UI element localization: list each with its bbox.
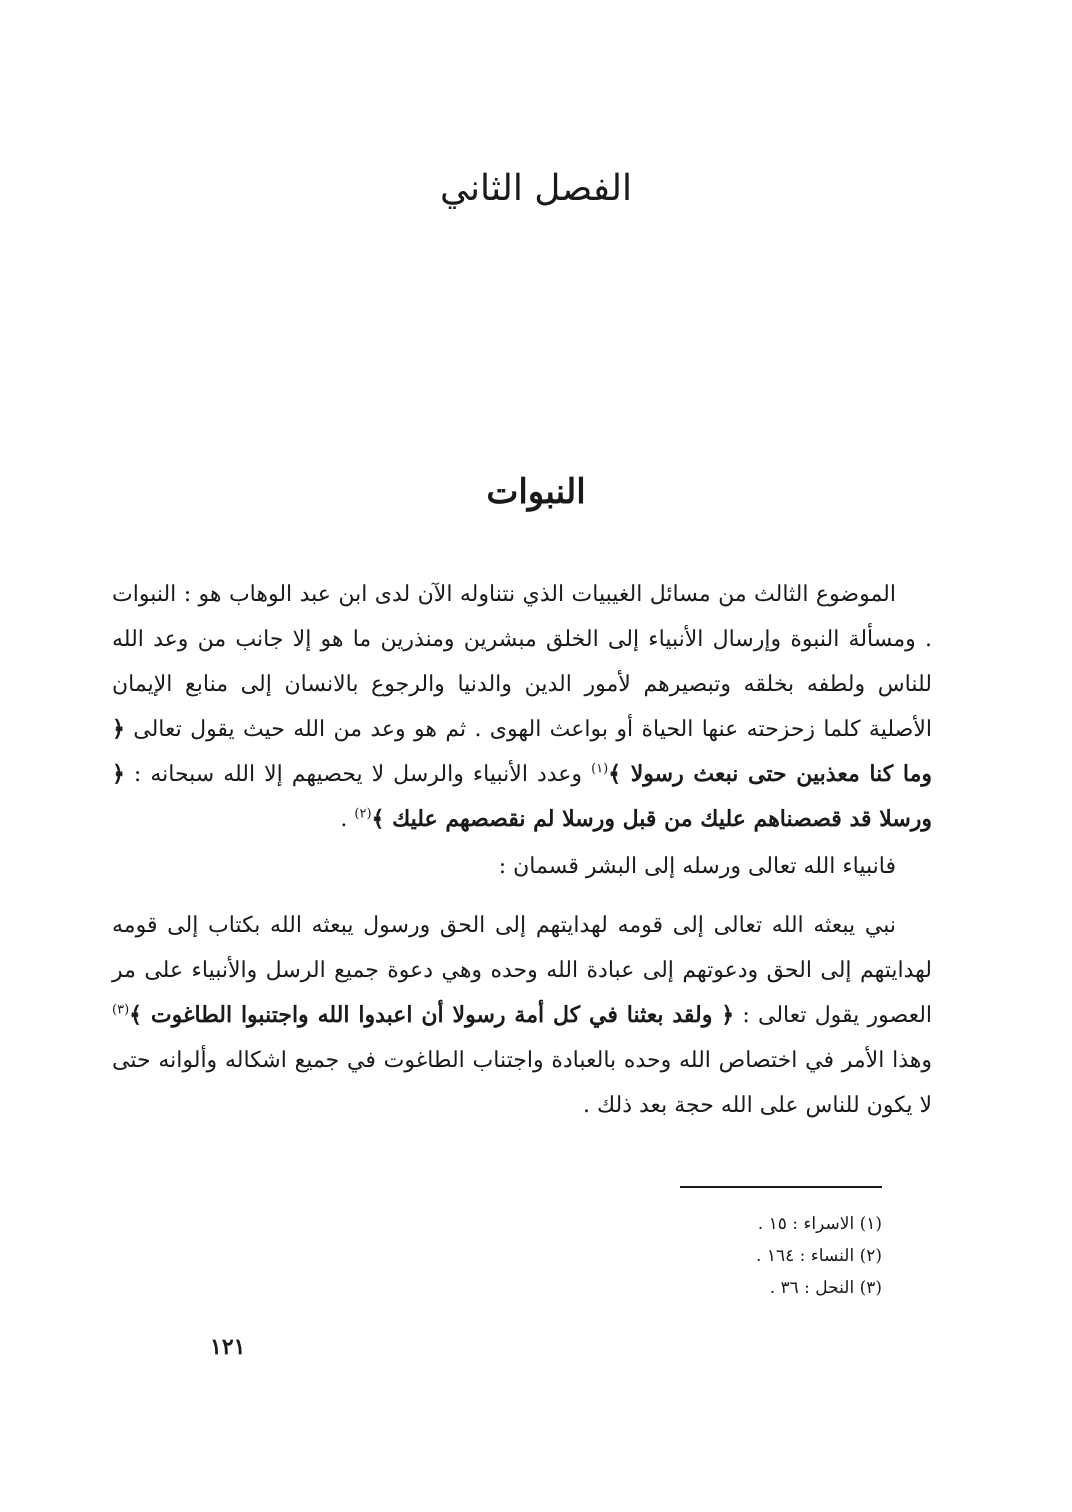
paragraph-3-text-2: وهذا الأمر في اختصاص الله وحده بالعبادة واجتناب الطاغوت في جميع اشكاله وألوانه حتى لا يكون للناس على الله حجة بعد ذلك .	[112, 1048, 932, 1118]
paragraph-1-text-2: وعدد الأنبياء والرسل لا يحصيهم إلا الله سبحانه :	[133, 762, 583, 787]
paragraph-3	[112, 903, 932, 1128]
section-title: النبوات	[486, 472, 586, 512]
paragraph-2: فانبياء الله تعالى ورسله إلى البشر قسمان :	[498, 854, 896, 879]
chapter-title: الفصل الثاني	[440, 168, 632, 209]
footnotes-list	[582, 1208, 882, 1304]
footnote-3: (٣) النحل : ٣٦ .	[769, 1278, 882, 1298]
quran-quote-3: ﴿ ولقد بعثنا في كل أمة رسولا أن اعبدوا الله واجتنبوا الطاغوت ﴾	[129, 1002, 735, 1028]
footnote-2: (٢) النساء : ١٦٤ .	[756, 1246, 882, 1266]
footnote-ref-2: (٢)	[354, 806, 372, 822]
footnote-1: (١) الاسراء : ١٥ .	[757, 1214, 882, 1234]
page-number: ١٢١	[210, 1334, 246, 1360]
paragraph-1-text-3: .	[340, 807, 348, 832]
footnote-divider	[680, 1186, 882, 1188]
paragraph-3-text-1: نبي يبعثه الله تعالى إلى قومه لهدايتهم إلى الحق ورسول يبعثه الله بكتاب إلى قومه لهدايتهم إلى الحق ودعوتهم إلى عبادة الله وحده وهي دعوة جميع الرسل والأنبياء على مر العصور يقول تعالى :	[112, 913, 933, 1028]
quran-quote-2: ﴿ ورسلا قد قصصناهم عليك من قبل ورسلا لم نقصصهم عليك ﴾	[112, 761, 932, 832]
footnote-ref-3: (٣)	[112, 1002, 130, 1018]
footnote-ref-1: (١)	[591, 761, 609, 777]
body-text	[112, 572, 932, 1128]
paragraph-1-text-1: الموضوع الثالث من مسائل الغيبيات الذي نتناوله الآن لدى ابن عبد الوهاب هو : النبوات . ومسألة النبوة وإرسال الأنبياء إلى الخلق مبشرين ومنذرين ما هو إلا جانب من وعد الله للناس ولطفه بخلقه وتبصيرهم لأمور الدين والدنيا والرجوع بالانسان إلى منابع الإيمان الأصلية كلما زحزحته عنها الحياة أو بواعث الهوى . ثم هو وعد من الله حيث يقول تعالى	[112, 582, 932, 742]
quran-quote-1: ﴿ وما كنا معذبين حتى نبعث رسولا ﴾	[112, 716, 933, 787]
paragraph-1	[112, 572, 932, 842]
